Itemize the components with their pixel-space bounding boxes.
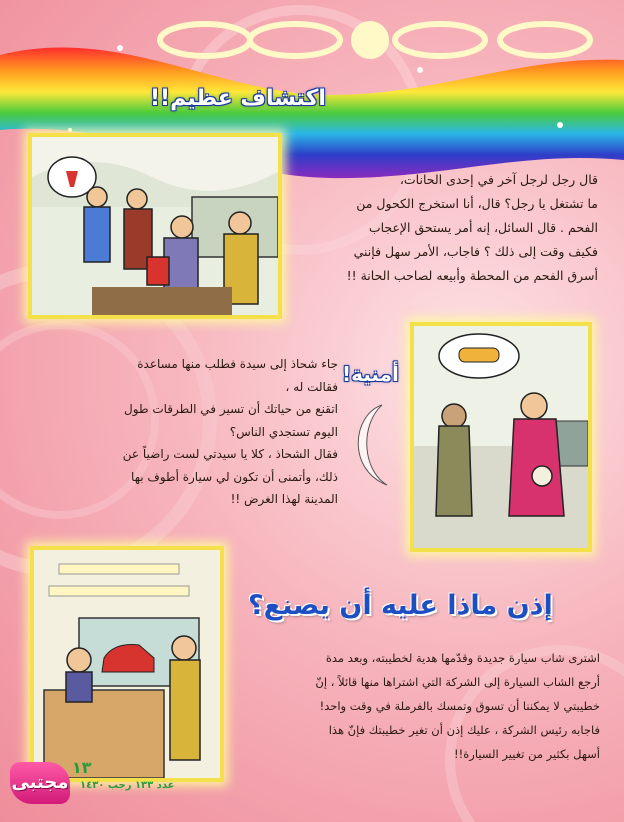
- section3-story: [228, 646, 600, 766]
- magazine-logo: مجتبى: [10, 762, 70, 804]
- story-line: ذلك، وأتمنى أن تكون لي سيارة أطوف بها: [131, 469, 338, 484]
- story-line: اتقنع من حياتك أن تسير في الطرقات طول: [124, 402, 338, 416]
- section1-story: [298, 168, 598, 288]
- story-line: أرجع الشاب السيارة إلى الشركة التي اشتراها منها قائلاً ، إنّ: [315, 675, 600, 689]
- story-line: فقالت له ،: [285, 379, 338, 394]
- section1-title: اكتشاف عظيم!!: [150, 86, 326, 111]
- story-line: اشترى شاب سيارة جديدة وقدّمها هدية لخطيبته، وبعد مدة: [325, 651, 600, 665]
- cartoon-tavern-panel: [28, 133, 282, 319]
- story-line: أسهل بكثير من تغيير السيارة!!: [454, 747, 600, 761]
- section2-story: [80, 353, 338, 511]
- page-number: ١٣: [72, 758, 92, 777]
- story-line: خطيبتي لا يمكننا أن تسوق وتمسك بالفرملة في وقت واحد!: [319, 699, 600, 713]
- story-line: فاجابه رئيس الشركة ، عليك إذن أن تغير خطيبتك فإنّ هذا: [328, 723, 600, 737]
- story-line: ما تشتغل يا رجل؟ قال، أنا استخرج الكحول من: [356, 196, 598, 211]
- story-line: فقال الشحاذ ، كلا يا سيدتي لست راضياً عن: [122, 447, 338, 461]
- story-line: جاء شحاذ إلى سيدة فطلب منها مساعدة: [137, 357, 338, 371]
- story-line: قال رجل لرجل آخر في إحدى الحانات،: [399, 172, 598, 187]
- moon-icon: [342, 400, 412, 490]
- cartoon-beggar-panel: [410, 322, 592, 552]
- issue-info: عدد ١٣٣ رجب ١٤٣٠: [80, 780, 175, 791]
- story-line: الفحم . قال السائل، إنه أمر يستحق الإعجاب: [368, 220, 598, 235]
- section3-title: إذن ماذا عليه أن يصنع؟: [248, 590, 553, 621]
- story-line: أسرق الفحم من المحطة وأبيعه لصاحب الحانة !!: [346, 268, 598, 283]
- story-line: المدينة لهذا الغرض !!: [230, 492, 338, 506]
- cartoon-showroom-panel: [30, 546, 224, 782]
- story-line: اليوم تستجدي الناس؟: [229, 424, 338, 439]
- story-line: فكيف وقت إلى ذلك ؟ فاجاب، الأمر سهل فإنني: [353, 244, 598, 259]
- section2-title: أمنية!: [342, 362, 399, 386]
